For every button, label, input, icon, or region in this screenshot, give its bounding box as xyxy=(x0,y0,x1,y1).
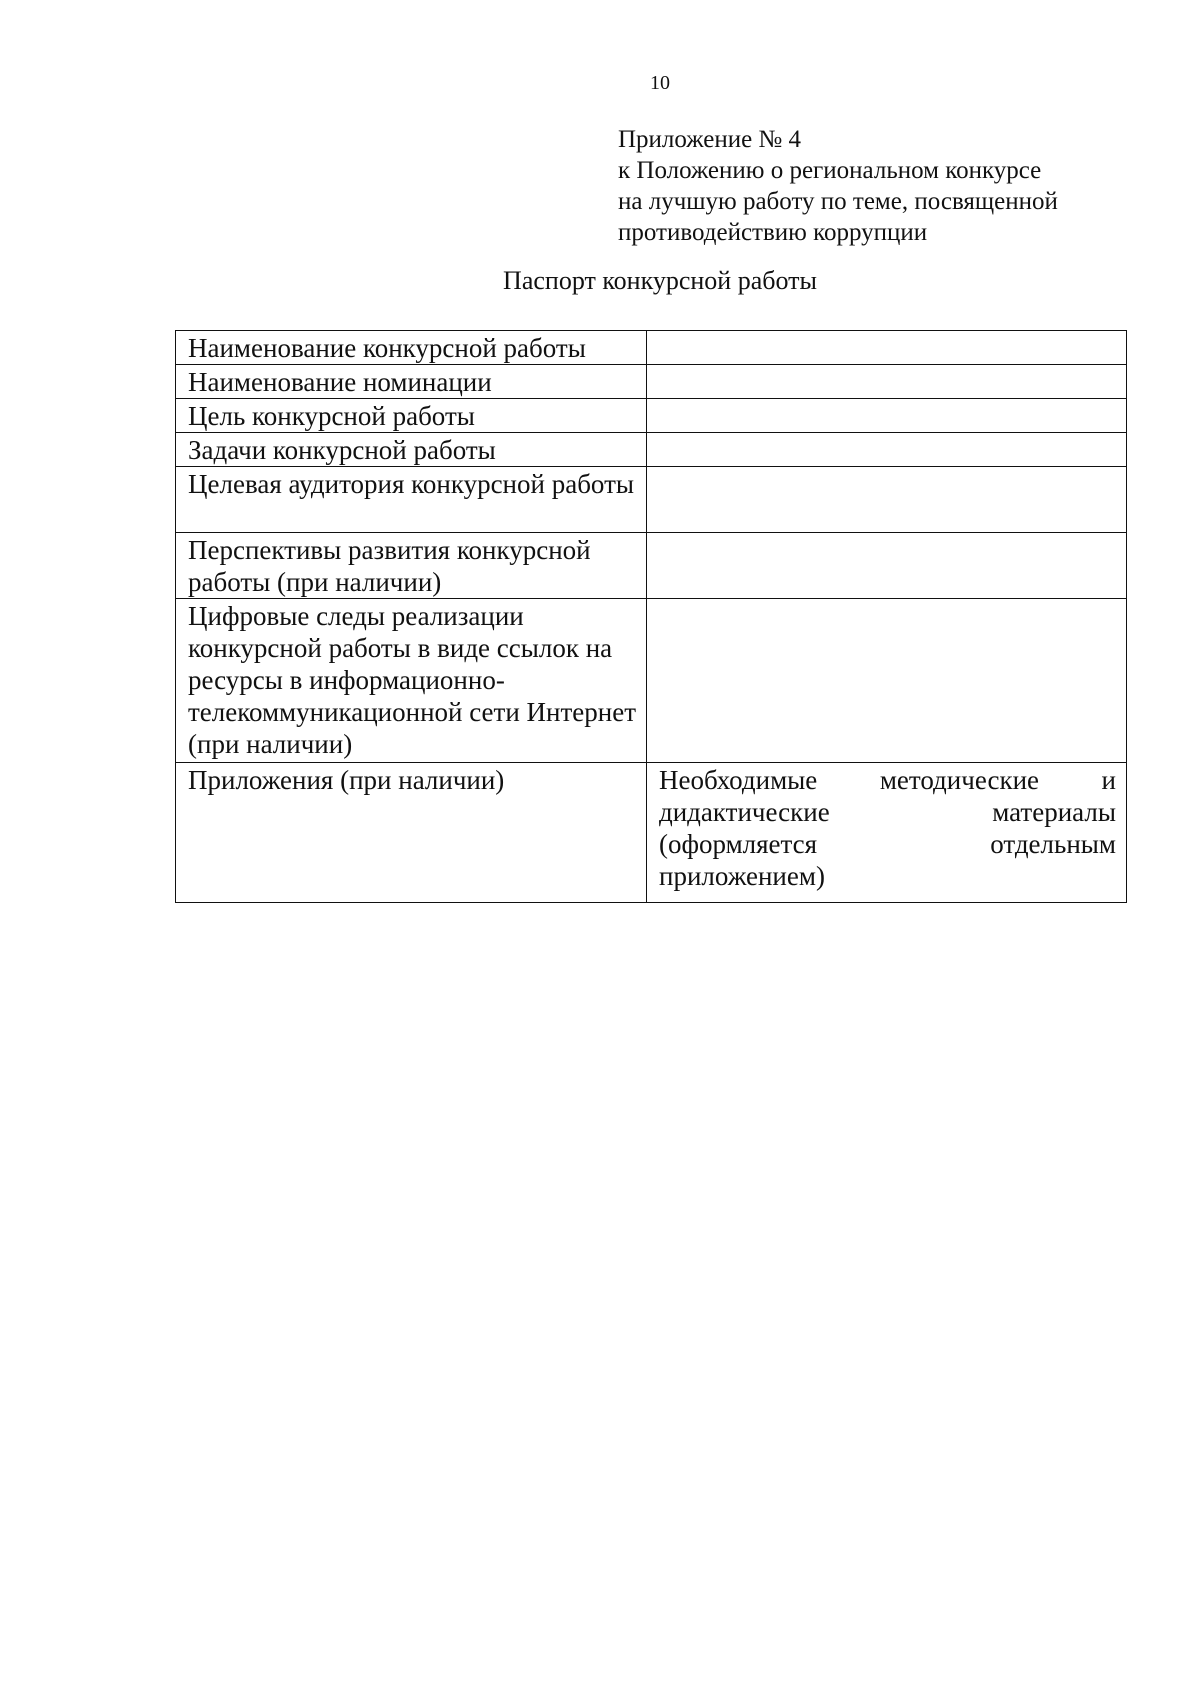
row-label: Целевая аудитория конкурсной работы xyxy=(176,467,647,533)
table-row xyxy=(176,433,1127,467)
row-label: Цифровые следы реализации конкурсной работы в виде ссылок на ресурсы в информационно-телекоммуникационной сети Интернет (при наличии) xyxy=(176,599,647,763)
appendix-line-1: Приложение № 4 xyxy=(618,126,802,153)
table-row xyxy=(176,331,1127,365)
table-row xyxy=(176,365,1127,399)
row-label: Перспективы развития конкурсной работы (при наличии) xyxy=(176,533,647,599)
row-label: Наименование конкурсной работы xyxy=(176,331,647,365)
row-label: Наименование номинации xyxy=(176,365,647,399)
row-value xyxy=(647,365,1127,399)
table-row xyxy=(176,763,1127,903)
table-row xyxy=(176,399,1127,433)
row-label: Приложения (при наличии) xyxy=(176,763,647,903)
appendix-line-4: противодействию коррупции xyxy=(618,219,928,246)
row-value xyxy=(647,433,1127,467)
row-value xyxy=(647,599,1127,763)
table-row xyxy=(176,599,1127,763)
row-value xyxy=(647,331,1127,365)
row-value xyxy=(647,533,1127,599)
appendix-header xyxy=(618,124,1058,248)
appendix-line-2: к Положению о региональном конкурсе xyxy=(618,157,1042,184)
appendix-line-3: на лучшую работу по теме, посвященной xyxy=(618,188,1058,215)
document-title: Паспорт конкурсной работы xyxy=(503,266,817,295)
row-value: Необходимые методические и дидактические материалы (оформляется отдельным приложением) xyxy=(647,763,1127,903)
table-row xyxy=(176,467,1127,533)
row-label: Задачи конкурсной работы xyxy=(176,433,647,467)
page-number: 10 xyxy=(650,72,670,94)
row-value xyxy=(647,467,1127,533)
row-value xyxy=(647,399,1127,433)
passport-table xyxy=(175,330,1127,903)
row-label: Цель конкурсной работы xyxy=(176,399,647,433)
table-row xyxy=(176,533,1127,599)
